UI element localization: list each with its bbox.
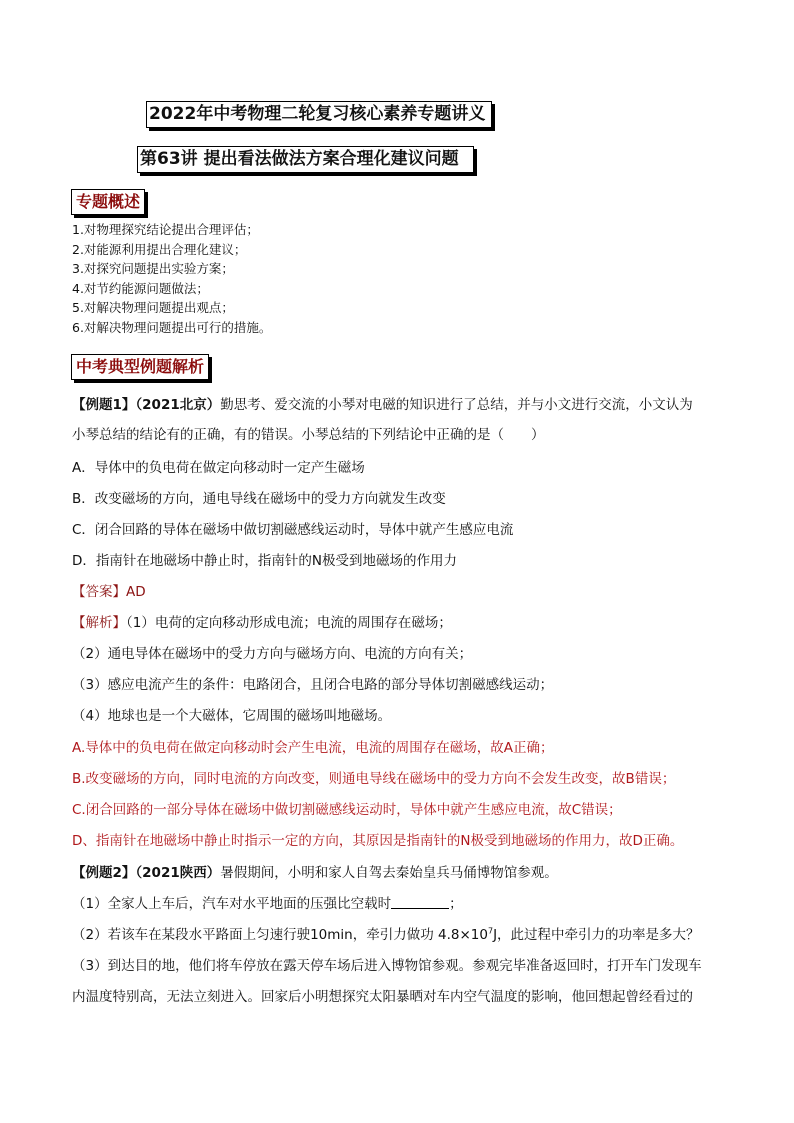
- analysis-text: （1）电荷的定向移动形成电流；电流的周围存在磁场；: [126, 615, 452, 631]
- example1-stem-text: 勤思考、爱交流的小琴对电磁的知识进行了总结，并与小文进行交流，小文认为: [220, 397, 693, 413]
- overview-heading: 专题概述: [71, 189, 145, 215]
- example2-stem: [72, 861, 558, 881]
- example2-tag: 【例题2】: [72, 865, 136, 881]
- overview-item: 1.对物理探究结论提出合理评估；: [72, 222, 259, 237]
- example2-source: （2021陕西）: [135, 865, 221, 881]
- example2-stem-text: 暑假期间，小明和家人自驾去秦始皇兵马俑博物馆参观。: [220, 865, 558, 881]
- examples-heading: 中考典型例题解析: [71, 354, 209, 380]
- analysis-line-4: （4）地球也是一个大磁体，它周围的磁场叫地磁场。: [72, 708, 392, 724]
- overview-item: 3.对探究问题提出实验方案；: [72, 261, 234, 276]
- q2-exponent: 7: [487, 926, 494, 936]
- example1-stem-line1: [72, 393, 693, 413]
- analysis-label: 【解析】: [72, 615, 126, 631]
- overview-item: 6.对解决物理问题提出可行的措施。: [72, 319, 272, 335]
- explanation-a: A.导体中的负电荷在做定向移动时会产生电流，电流的周围存在磁场，故A正确；: [72, 740, 554, 756]
- q1-suffix: ；: [449, 896, 463, 912]
- handout-title: 2022年中考物理二轮复习核心素养专题讲义: [146, 101, 492, 128]
- option-c: C．闭合回路的导体在磁场中做切割磁感线运动时，导体中就产生感应电流: [72, 522, 514, 538]
- overview-item: 2.对能源利用提出合理化建议；: [72, 241, 247, 257]
- answer-value: AD: [126, 584, 146, 600]
- example1-source: （2021北京）: [135, 397, 221, 413]
- lecture-title: 第63讲 提出看法做法方案合理化建议问题: [137, 146, 474, 173]
- overview-list: [72, 220, 271, 337]
- analysis-line-1: [72, 611, 452, 631]
- q2-suffix: J，此过程中牵引力的功率是多大？: [493, 927, 700, 943]
- analysis-line-3: （3）感应电流产生的条件：电路闭合，且闭合电路的部分导体切割磁感线运动；: [72, 677, 554, 693]
- overview-item: 4.对节约能源问题做法；: [72, 280, 209, 296]
- option-a: A．导体中的负电荷在做定向移动时一定产生磁场: [72, 460, 365, 476]
- q1-text: （1）全家人上车后，汽车对水平地面的压强比空载时: [72, 896, 392, 912]
- option-d: D．指南针在地磁场中静止时，指南针的N极受到地磁场的作用力: [72, 553, 457, 569]
- example2-q3-line1: （3）到达目的地，他们将车停放在露天停车场后进入博物馆参观。参观完毕准备返回时，打开车门发现车: [72, 958, 702, 974]
- example2-q3-line2: 内温度特别高，无法立刻进入。回家后小明想探究太阳暴晒对车内空气温度的影响，他回想起曾经看过的: [72, 989, 693, 1005]
- q2-text: （2）若该车在某段水平路面上匀速行驶10min，牵引力做功 4.8×10: [72, 927, 488, 943]
- option-b: B．改变磁场的方向，通电导线在磁场中的受力方向就发生改变: [72, 491, 446, 507]
- example1-stem-line2: 小琴总结的结论有的正确，有的错误。小琴总结的下列结论中正确的是（ ）: [72, 427, 545, 443]
- answer-blank[interactable]: [391, 896, 449, 909]
- answer-label: 【答案】: [72, 584, 126, 600]
- explanation-d: D、指南针在地磁场中静止时指示一定的方向，其原因是指南针的N极受到地磁场的作用力，故D正确。: [72, 833, 684, 849]
- overview-item: 5.对解决物理问题提出观点；: [72, 300, 234, 315]
- analysis-line-2: （2）通电导体在磁场中的受力方向与磁场方向、电流的方向有关；: [72, 646, 473, 662]
- explanation-c: C.闭合回路的一部分导体在磁场中做切割磁感线运动时，导体中就产生感应电流，故C错误；: [72, 802, 622, 818]
- answer-line: [72, 580, 146, 600]
- example2-q2: [72, 923, 700, 943]
- explanation-b: B.改变磁场的方向，同时电流的方向改变，则通电导线在磁场中的受力方向不会发生改变，故B错误；: [72, 771, 676, 787]
- example1-tag: 【例题1】: [72, 397, 136, 413]
- example2-q1: [72, 892, 463, 912]
